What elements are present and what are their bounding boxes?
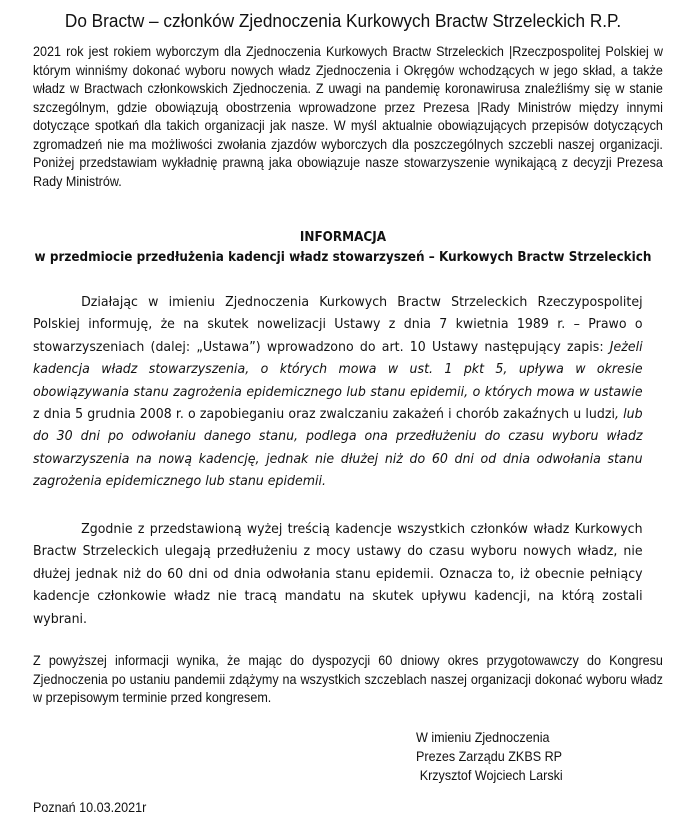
legal-paragraph-text: Działając w imieniu Zjednoczenia Kurkowych Bractw Strzeleckich Rzeczypospolitej Polskiej informuję, że na skutek nowelizacji Ustawy z dnia 7 kwietnia 1989 r. – Prawo o stowarzyszeniach (dalej: „Ustawa”) wprowadzono do art. 10 Ustawy następujący zapis: (33, 294, 643, 355)
interpretation-paragraph: Zgodnie z przedstawioną wyżej treścią kadencje wszystkich członków władz Kurkowych Bractw Strzeleckich ulegają przedłużeniu z mocy ustawy do czasu wyboru nowych władz, nie dłużej jednak niż do 60 dni od dnia odwołania stanu epidemii. Oznacza to, iż obecnie pełniący kadencje członkowie władz nie tracą mandatu na skutek upływu kadencji, na którą zostali wybrani. (33, 521, 643, 627)
intro-paragraph: 2021 rok jest rokiem wyborczym dla Zjednoczenia Kurkowych Bractw Strzeleckich |Rzeczpospolitej Polskiej w którym winniśmy dokonać wyboru nowych władz Zjednoczenia i Okręgów wchodzących w jego skład, a także władz w Bractwach członkowskich Zjednoczenia. Z uwagi na pandemię koronawirusa znaleźliśmy się w stanie szczególnym, gdzie obowiązują obostrzenia wprowadzone przez Prezesa |Rady Ministrów między innymi dotyczące spotkań dla takich organizacji jak nasze. W myśl aktualnie obowiązujących przepisów dotyczących zgromadzeń nie ma możliwości zwołania zjazdów wyborczych dla poszczególnych szczebli naszej organizacji. Poniżej przedstawiam wykładnię prawną jaka obowiązuje nasze stowarzyszenie wynikającą z decyzji Prezesa Rady Ministrów. (33, 44, 663, 189)
statute-quote-continued: , lub do 30 dni po odwołaniu danego stanu, podlega ona przedłużeniu do czasu wyboru władz stowarzyszenia na nową kadencję, jednak nie dłużej niż do 60 dni od dnia odwołania stanu zagrożenia epidemicznego lub stanu epidemii. (33, 406, 643, 490)
signature-line-name: Krzysztof Wojciech Larski (419, 768, 563, 783)
info-heading: INFORMACJA (299, 230, 387, 245)
conclusion-paragraph: Z powyższej informacji wynika, że mając do dyspozycji 60 dniowy okres przygotowawczy do Kongresu Zjednoczenia po ustaniu pandemii zdążymy na wszystkich szczeblach naszej organizacji dokonać wyboru władz w przepisowym terminie przed kongresem. (33, 653, 663, 705)
signature-line-on-behalf: W imieniu Zjednoczenia (416, 730, 550, 745)
place-and-date: Poznań 10.03.2021r (33, 800, 147, 815)
statute-quote: Jeżeli kadencja władz stowarzyszenia, o których mowa w ust. 1 pkt 5, upływa w okresie obowiązywania stanu zagrożenia epidemicznego lub stanu epidemii, o których mowa w ustawie (33, 338, 643, 400)
statute-reference: z dnia 5 grudnia 2008 r. o zapobieganiu oraz zwalczaniu zakażeń i chorób zakaźnych u ludzi (33, 406, 615, 423)
legal-paragraph (33, 291, 643, 493)
info-subheading: w przedmiocie przedłużenia kadencji władz stowarzyszeń – Kurkowych Bractw Strzeleckich (34, 250, 652, 265)
signature-line-position: Prezes Zarządu ZKBS RP (416, 749, 563, 764)
signature-block (416, 728, 563, 785)
document-title: Do Bractw – członków Zjednoczenia Kurkowych Bractw Strzeleckich R.P. (64, 10, 622, 31)
